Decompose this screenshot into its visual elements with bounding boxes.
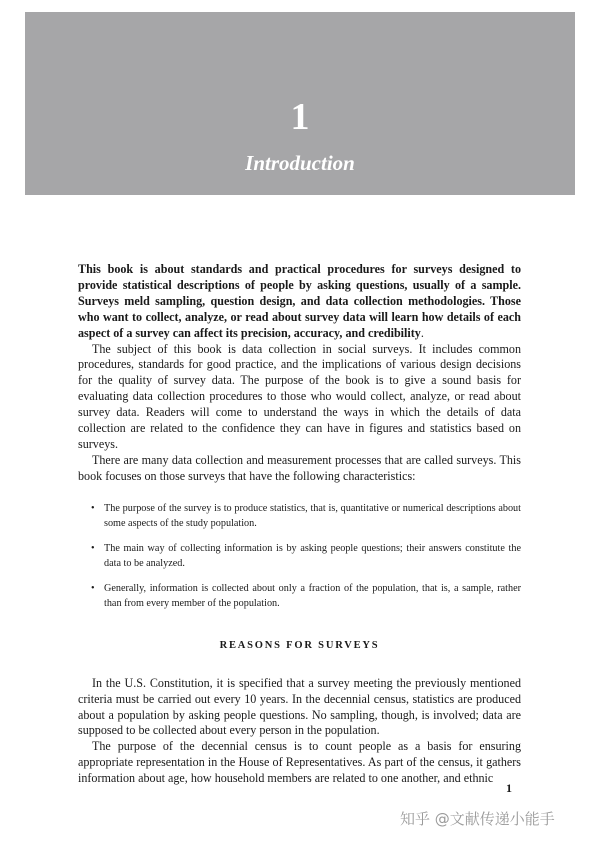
page-number: 1 (506, 781, 512, 795)
intro-bold-period: . (420, 325, 424, 340)
bullet-icon: • (91, 502, 95, 514)
section-paragraph-1: In the U.S. Constitution, it is specified that a survey meeting the previously mentioned criteria must be carried out every 10 years. In the decennial census, statistics are produced about a population by asking people questions. No sampling, though, is involved; data are supposed to be collected about every person in the population. (78, 675, 521, 738)
chapter-number: 1 (290, 96, 310, 138)
characteristics-list (78, 501, 521, 612)
list-item-text: Generally, information is collected about only a fraction of the population, that is, a sample, rather than from every member of the population. (104, 582, 521, 610)
intro-bold-paragraph (78, 262, 521, 342)
bullet-icon: • (91, 542, 95, 554)
list-item-text: The purpose of the survey is to produce statistics, that is, quantitative or numerical descriptions about some aspects of the study population. (104, 502, 521, 530)
watermark: 知乎 @文献传递小能手 (400, 810, 555, 828)
list-item-text: The main way of collecting information is by asking people questions; their answers constitute the data to be analyzed. (104, 542, 521, 570)
list-item (91, 581, 521, 612)
chapter-banner (25, 12, 575, 195)
intro-bold-text: This book is about standards and practical procedures for surveys designed to provide statistical descriptions of people by asking questions, usually of a sample. Surveys meld sampling, question design, and data collection methodologies. Those who want to collect, analyze, or read about survey data will learn how details of each aspect of a survey can affect its precision, accuracy, and credibility (78, 262, 521, 340)
list-item (91, 541, 521, 572)
section-heading: REASONS FOR SURVEYS (219, 639, 380, 651)
list-item (91, 501, 521, 532)
intro-paragraph-3: There are many data collection and measurement processes that are called surveys. This book focuses on those surveys that have the following characteristics: (78, 452, 521, 483)
chapter-title: Introduction (245, 151, 355, 175)
body-text (78, 262, 521, 787)
intro-paragraph-2: The subject of this book is data collection in social surveys. It includes common procedures, standards for good practice, and the implications of various design decisions for the quality of survey data. The purpose of the book is to give a sound basis for evaluating data collection procedures to those who would collect, analyze, or read about survey data. Readers will come to understand the ways in which the details of data collection are related to the confidence they can have in figures and statistics based on surveys. (78, 341, 521, 451)
section-paragraph-2: The purpose of the decennial census is to count people as a basis for ensuring appropriate representation in the House of Representatives. As part of the census, it gathers information about age, how household members are related to one another, and ethnic (78, 739, 521, 786)
bullet-icon: • (91, 582, 95, 594)
